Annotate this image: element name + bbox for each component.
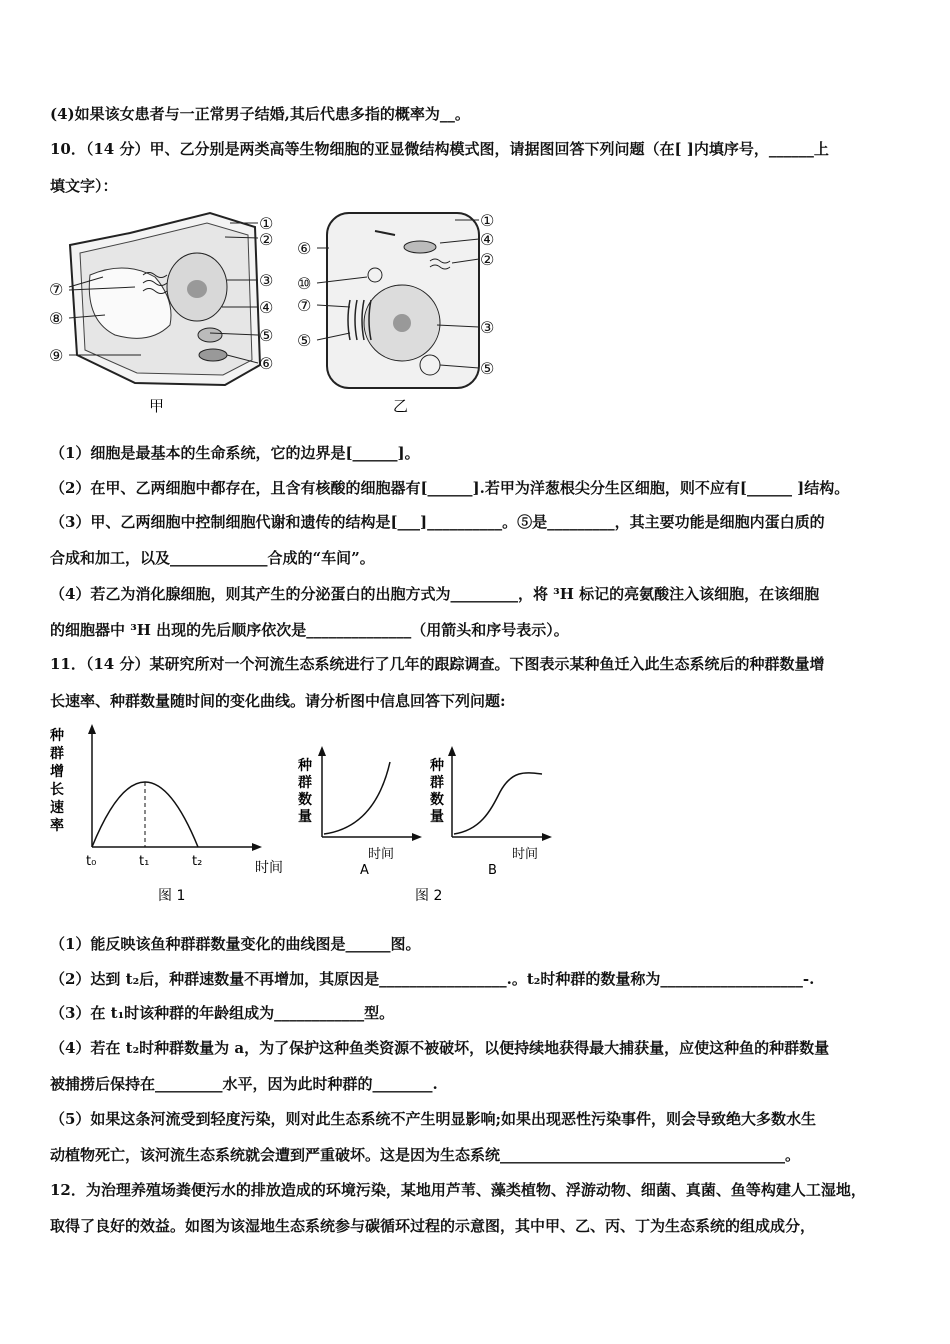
- plant-label-8: ⑧: [49, 309, 64, 328]
- q10-heading: 10．（14 分）甲、乙分别是两类高等生物细胞的亚显微结构模式图，请据图回答下列问题（在[ ]内填序号，______上: [50, 140, 829, 158]
- plant-label-9: ⑨: [49, 346, 64, 365]
- fig1-ylabel-3: 增: [50, 764, 64, 780]
- q12-heading: 12．为治理养殖场粪便污水的排放造成的环境污染，某地用芦苇、藻类植物、浮游动物、细菌、真菌、鱼等构建人工湿地，: [50, 1181, 866, 1199]
- fig2b-ylabel-2: 群: [430, 775, 444, 791]
- fig2a-ylabel-2: 群: [298, 775, 312, 791]
- fig1-tick-t0: t₀: [86, 854, 97, 869]
- animal-label-6: ⑥: [297, 239, 312, 258]
- animal-label-4: ④: [480, 230, 495, 249]
- q10-part4-cont: 的细胞器中 ³H 出现的先后顺序依次是______________（用箭头和序号表示）。: [50, 621, 569, 639]
- population-growth-figure: [50, 722, 560, 912]
- plant-label-2: ②: [259, 230, 274, 249]
- cell-structure-figure: [45, 205, 525, 425]
- q10-heading-cont: 填文字）：: [50, 177, 118, 195]
- fig1-caption: 图 1: [158, 888, 186, 904]
- q9-part4: (4)如果该女患者与一正常男子结婚,其后代患多指的概率为__。: [50, 105, 470, 123]
- fig2b-ylabel-3: 数: [430, 792, 444, 808]
- growth-rate-chart: [50, 724, 283, 904]
- animal-label-7: ⑦: [297, 296, 312, 315]
- q11-heading: 11．（14 分）某研究所对一个河流生态系统进行了几年的跟踪调查。下图表示某种鱼迁入此生态系统后的种群数量增: [50, 655, 825, 673]
- animal-label-2: ②: [480, 250, 495, 269]
- fig1-ylabel-6: 率: [50, 818, 64, 834]
- fig2a-ylabel-1: 种: [298, 758, 312, 774]
- q11-part4-cont: 被捕捞后保持在_________水平，因为此时种群的________.: [50, 1075, 438, 1093]
- plant-label-5: ⑤: [259, 326, 274, 345]
- animal-label-3: ③: [480, 318, 495, 337]
- fig2a-xlabel: 时间: [368, 847, 395, 862]
- fig2-panel-b: B: [488, 863, 497, 878]
- q10-part4: （4）若乙为消化腺细胞，则其产生的分泌蛋白的出胞方式为_________，将 ³H 标记的亮氨酸注入该细胞，在该细胞: [50, 585, 820, 603]
- fig1-tick-t1: t₁: [139, 854, 150, 869]
- fig2-caption: 图 2: [415, 888, 443, 904]
- q12-heading-cont: 取得了良好的效益。如图为该湿地生态系统参与碳循环过程的示意图，其中甲、乙、丙、丁为生态系统的组成成分，: [50, 1217, 816, 1235]
- q10-part2: （2）在甲、乙两细胞中都存在，且含有核酸的细胞器有[______].若甲为洋葱根尖分生区细胞，则不应有[______ ]结构。: [50, 479, 850, 497]
- population-chart-b: [429, 746, 552, 878]
- animal-label-1: ①: [480, 211, 495, 230]
- q11-part2: （2）达到 t₂后，种群速数量不再增加，其原因是_________________.。t₂时种群的数量称为___________________-.: [50, 970, 815, 988]
- plant-label-7: ⑦: [49, 280, 64, 299]
- q10-part3-cont: 合成和加工，以及_____________合成的“车间”。: [50, 549, 375, 567]
- fig2b-ylabel-1: 种: [430, 758, 444, 774]
- fig1-ylabel-1: 种: [50, 728, 64, 744]
- q11-part5-cont: 动植物死亡，该河流生态系统就会遭到严重破坏。这是因为生态系统______________________________________。: [50, 1146, 801, 1164]
- q10-part1: （1）细胞是最基本的生命系统，它的边界是[______]。: [50, 444, 420, 462]
- plant-label-6: ⑥: [259, 354, 274, 373]
- animal-label-5: ⑤: [480, 359, 495, 378]
- q11-part3: （3）在 t₁时该种群的年龄组成为____________型。: [50, 1004, 395, 1022]
- q11-heading-cont: 长速率、种群数量随时间的变化曲线。请分析图中信息回答下列问题:: [50, 692, 506, 710]
- plant-label-4: ④: [259, 298, 274, 317]
- fig2a-ylabel-4: 量: [298, 809, 312, 825]
- q11-part5: （5）如果这条河流受到轻度污染，则对此生态系统不产生明显影响;如果出现恶性污染事件，则会导致绝大多数水生: [50, 1110, 816, 1128]
- fig1-ylabel-4: 长: [50, 782, 64, 798]
- fig1-ylabel-5: 速: [50, 800, 64, 816]
- q11-part1: （1）能反映该鱼种群群数量变化的曲线图是______图。: [50, 935, 421, 953]
- plant-cell-diagram: [49, 213, 273, 415]
- fig2b-xlabel: 时间: [512, 847, 539, 862]
- q10-part3: （3）甲、乙两细胞中控制细胞代谢和遗传的结构是[___]__________。⑤是_________，其主要功能是细胞内蛋白质的: [50, 513, 825, 531]
- fig2b-ylabel-4: 量: [430, 809, 444, 825]
- animal-label-10: ⑩: [297, 274, 312, 293]
- plant-label-1: ①: [259, 214, 274, 233]
- q11-part4: （4）若在 t₂时种群数量为 a，为了保护这种鱼类资源不被破坏，以便持续地获得最大捕获量，应使这种鱼的种群数量: [50, 1039, 830, 1057]
- fig1-xlabel: 时间: [255, 860, 283, 876]
- animal-cell-caption: 乙: [393, 397, 409, 415]
- plant-label-3: ③: [259, 271, 274, 290]
- plant-cell-caption: 甲: [149, 397, 165, 415]
- fig1-ylabel-2: 群: [50, 746, 64, 762]
- fig1-tick-t2: t₂: [192, 854, 203, 869]
- fig2a-ylabel-3: 数: [298, 792, 312, 808]
- animal-cell-diagram: [297, 211, 494, 415]
- fig2-panel-a: A: [360, 863, 369, 878]
- animal-label-5-left: ⑤: [297, 331, 312, 350]
- population-chart-a: [297, 746, 422, 878]
